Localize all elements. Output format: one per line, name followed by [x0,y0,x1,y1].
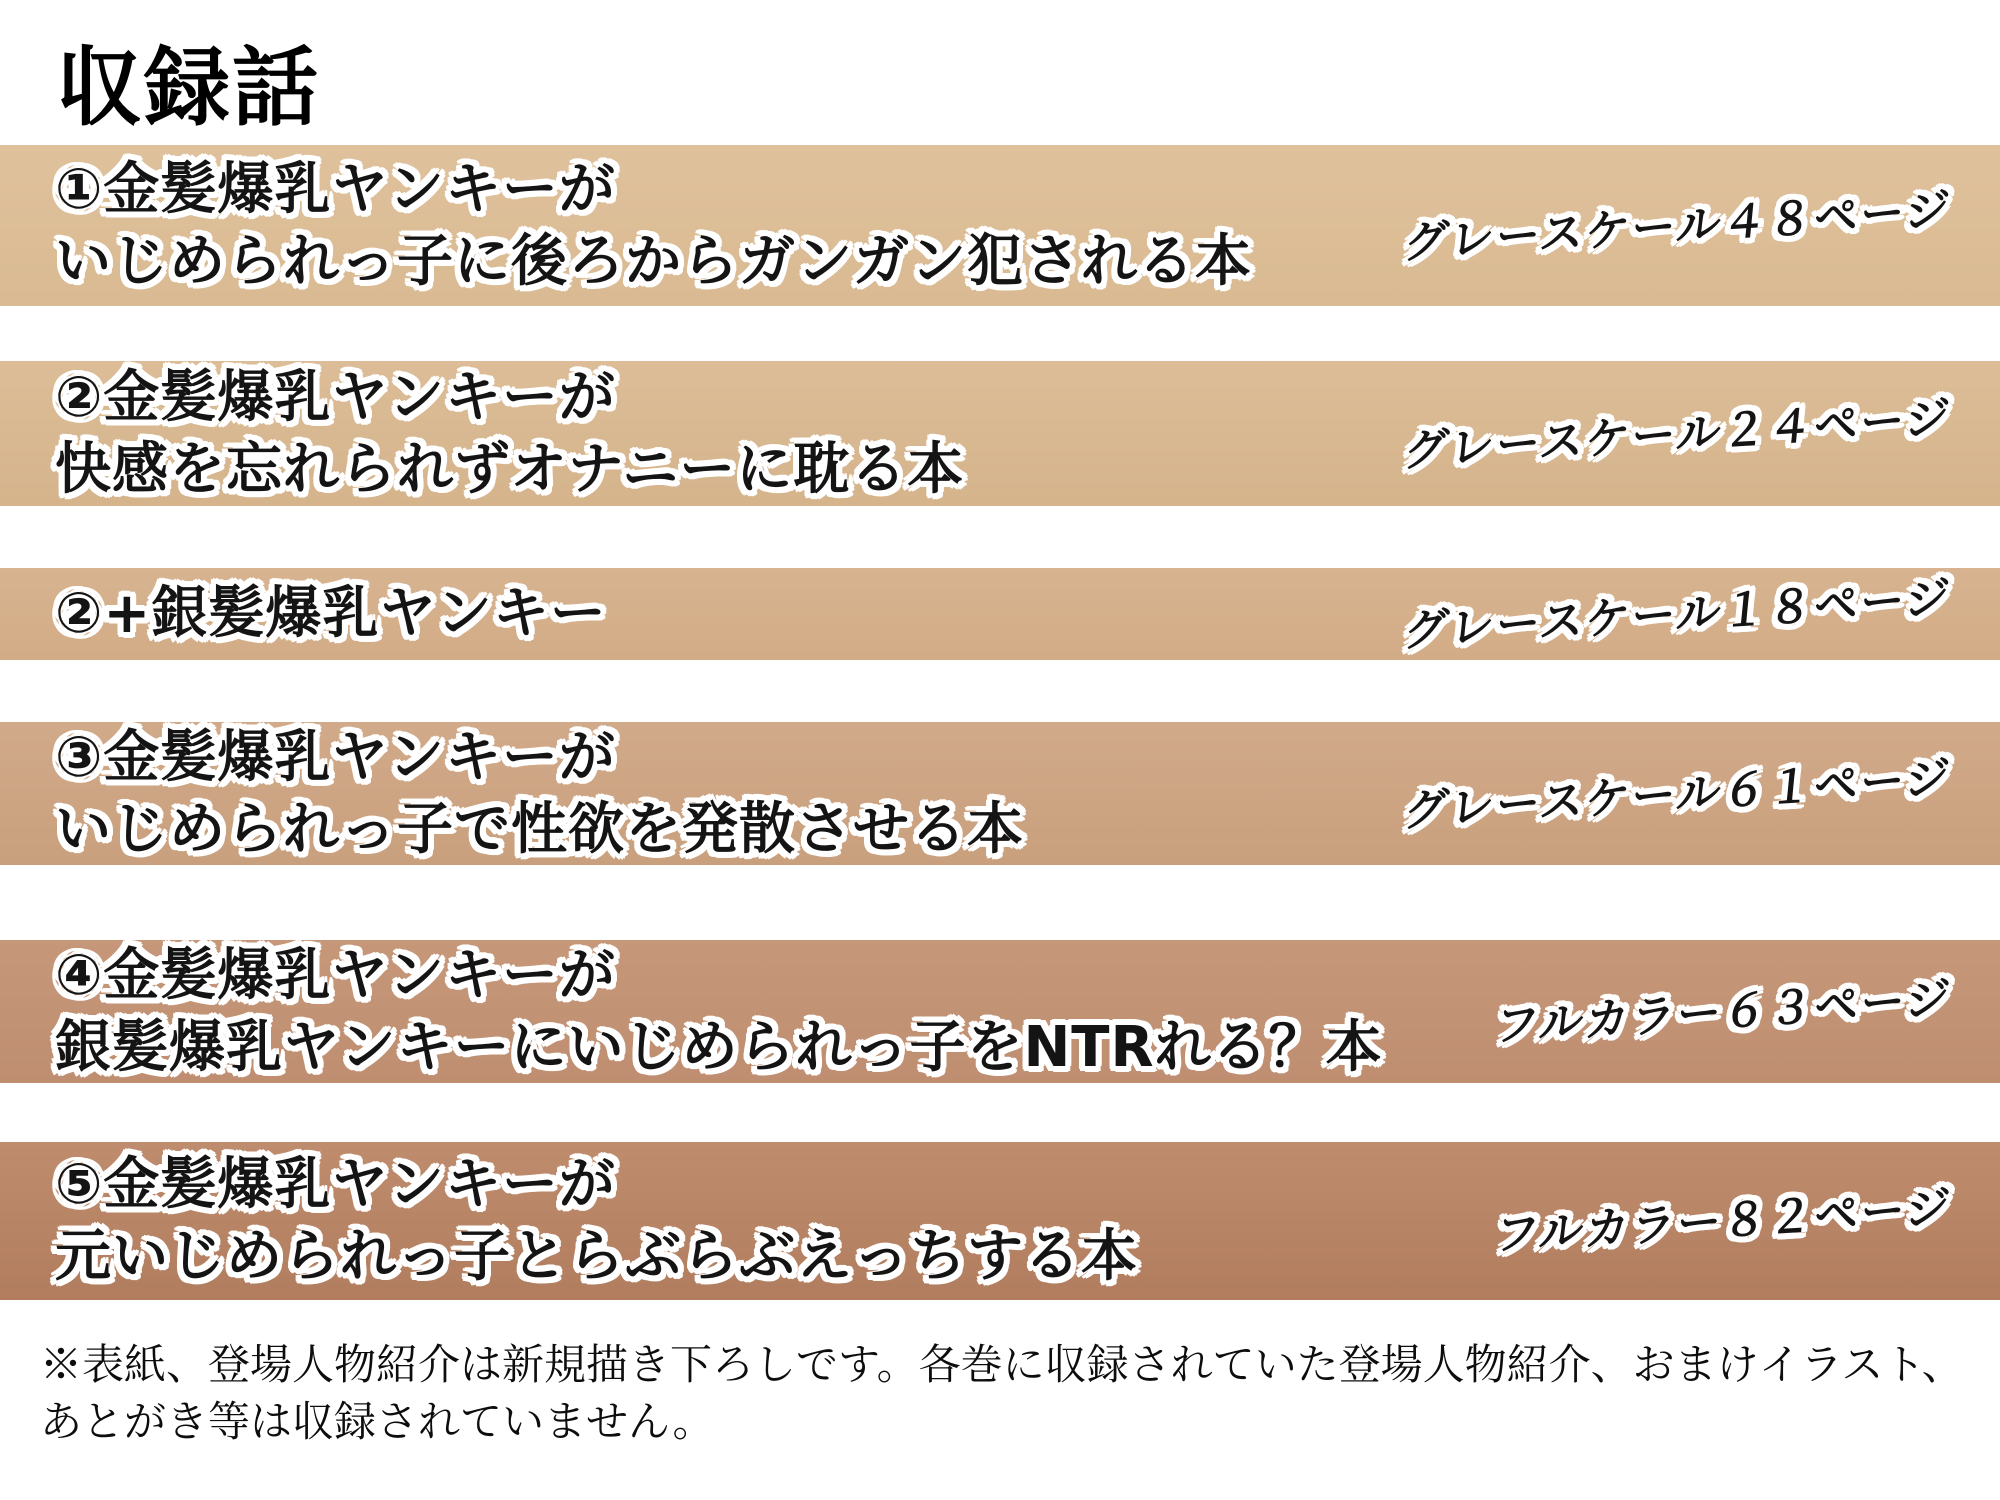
episode-row [0,940,2000,1083]
episode-title-line: いじめられっ子で性欲を発散させる本 [55,796,1024,862]
episode-title [55,154,1252,297]
episode-title-line: 快感を忘れられずオナニーに耽る本 [55,436,965,502]
footer-note-line-2: あとがき等は収録されていません。 [40,1397,715,1446]
episode-pages-label: グレースケール４８ページ [1401,183,1954,269]
episode-title-line: ③金髪爆乳ヤンキーが [55,724,616,790]
episode-title-line: ②金髪爆乳ヤンキーが [55,364,616,430]
episode-row [0,361,2000,506]
episode-title-line: 銀髪爆乳ヤンキーにいじめられっ子をNTRれる？本 [55,1014,1383,1080]
episode-title [55,722,1024,865]
footer-note-line-1: ※表紙、登場人物紹介は新規描き下ろしです。各巻に収録されていた登場人物紹介、おまけイラスト、 [40,1340,1964,1389]
episode-pages-label: グレースケール６１ページ [1401,751,1954,837]
episode-title-line: ④金髪爆乳ヤンキーが [55,942,616,1008]
episode-pages-label: フルカラー６３ページ [1492,972,1954,1052]
episode-title-line: ②+銀髪爆乳ヤンキー [55,581,607,647]
episode-row [0,1142,2000,1300]
episode-title [55,362,964,505]
episode-title [55,578,607,650]
episode-title [55,1149,1138,1292]
episode-title [55,940,1383,1083]
footer-note [40,1336,1980,1450]
episode-pages-label: グレースケール２４ページ [1401,391,1954,477]
episode-pages-label: グレースケール１８ページ [1401,572,1954,658]
episode-title-line: いじめられっ子に後ろからガンガン犯される本 [55,228,1252,294]
episode-row [0,145,2000,306]
episode-title-line: ⑤金髪爆乳ヤンキーが [55,1152,616,1218]
episode-row [0,568,2000,660]
episode-pages-label: フルカラー８２ページ [1492,1182,1954,1262]
episode-row [0,722,2000,865]
episode-title-line: 元いじめられっ子とらぶらぶえっちする本 [55,1224,1138,1289]
page-title: 収録話 [56,38,320,138]
episode-title-line: ①金髪爆乳ヤンキーが [55,156,616,222]
